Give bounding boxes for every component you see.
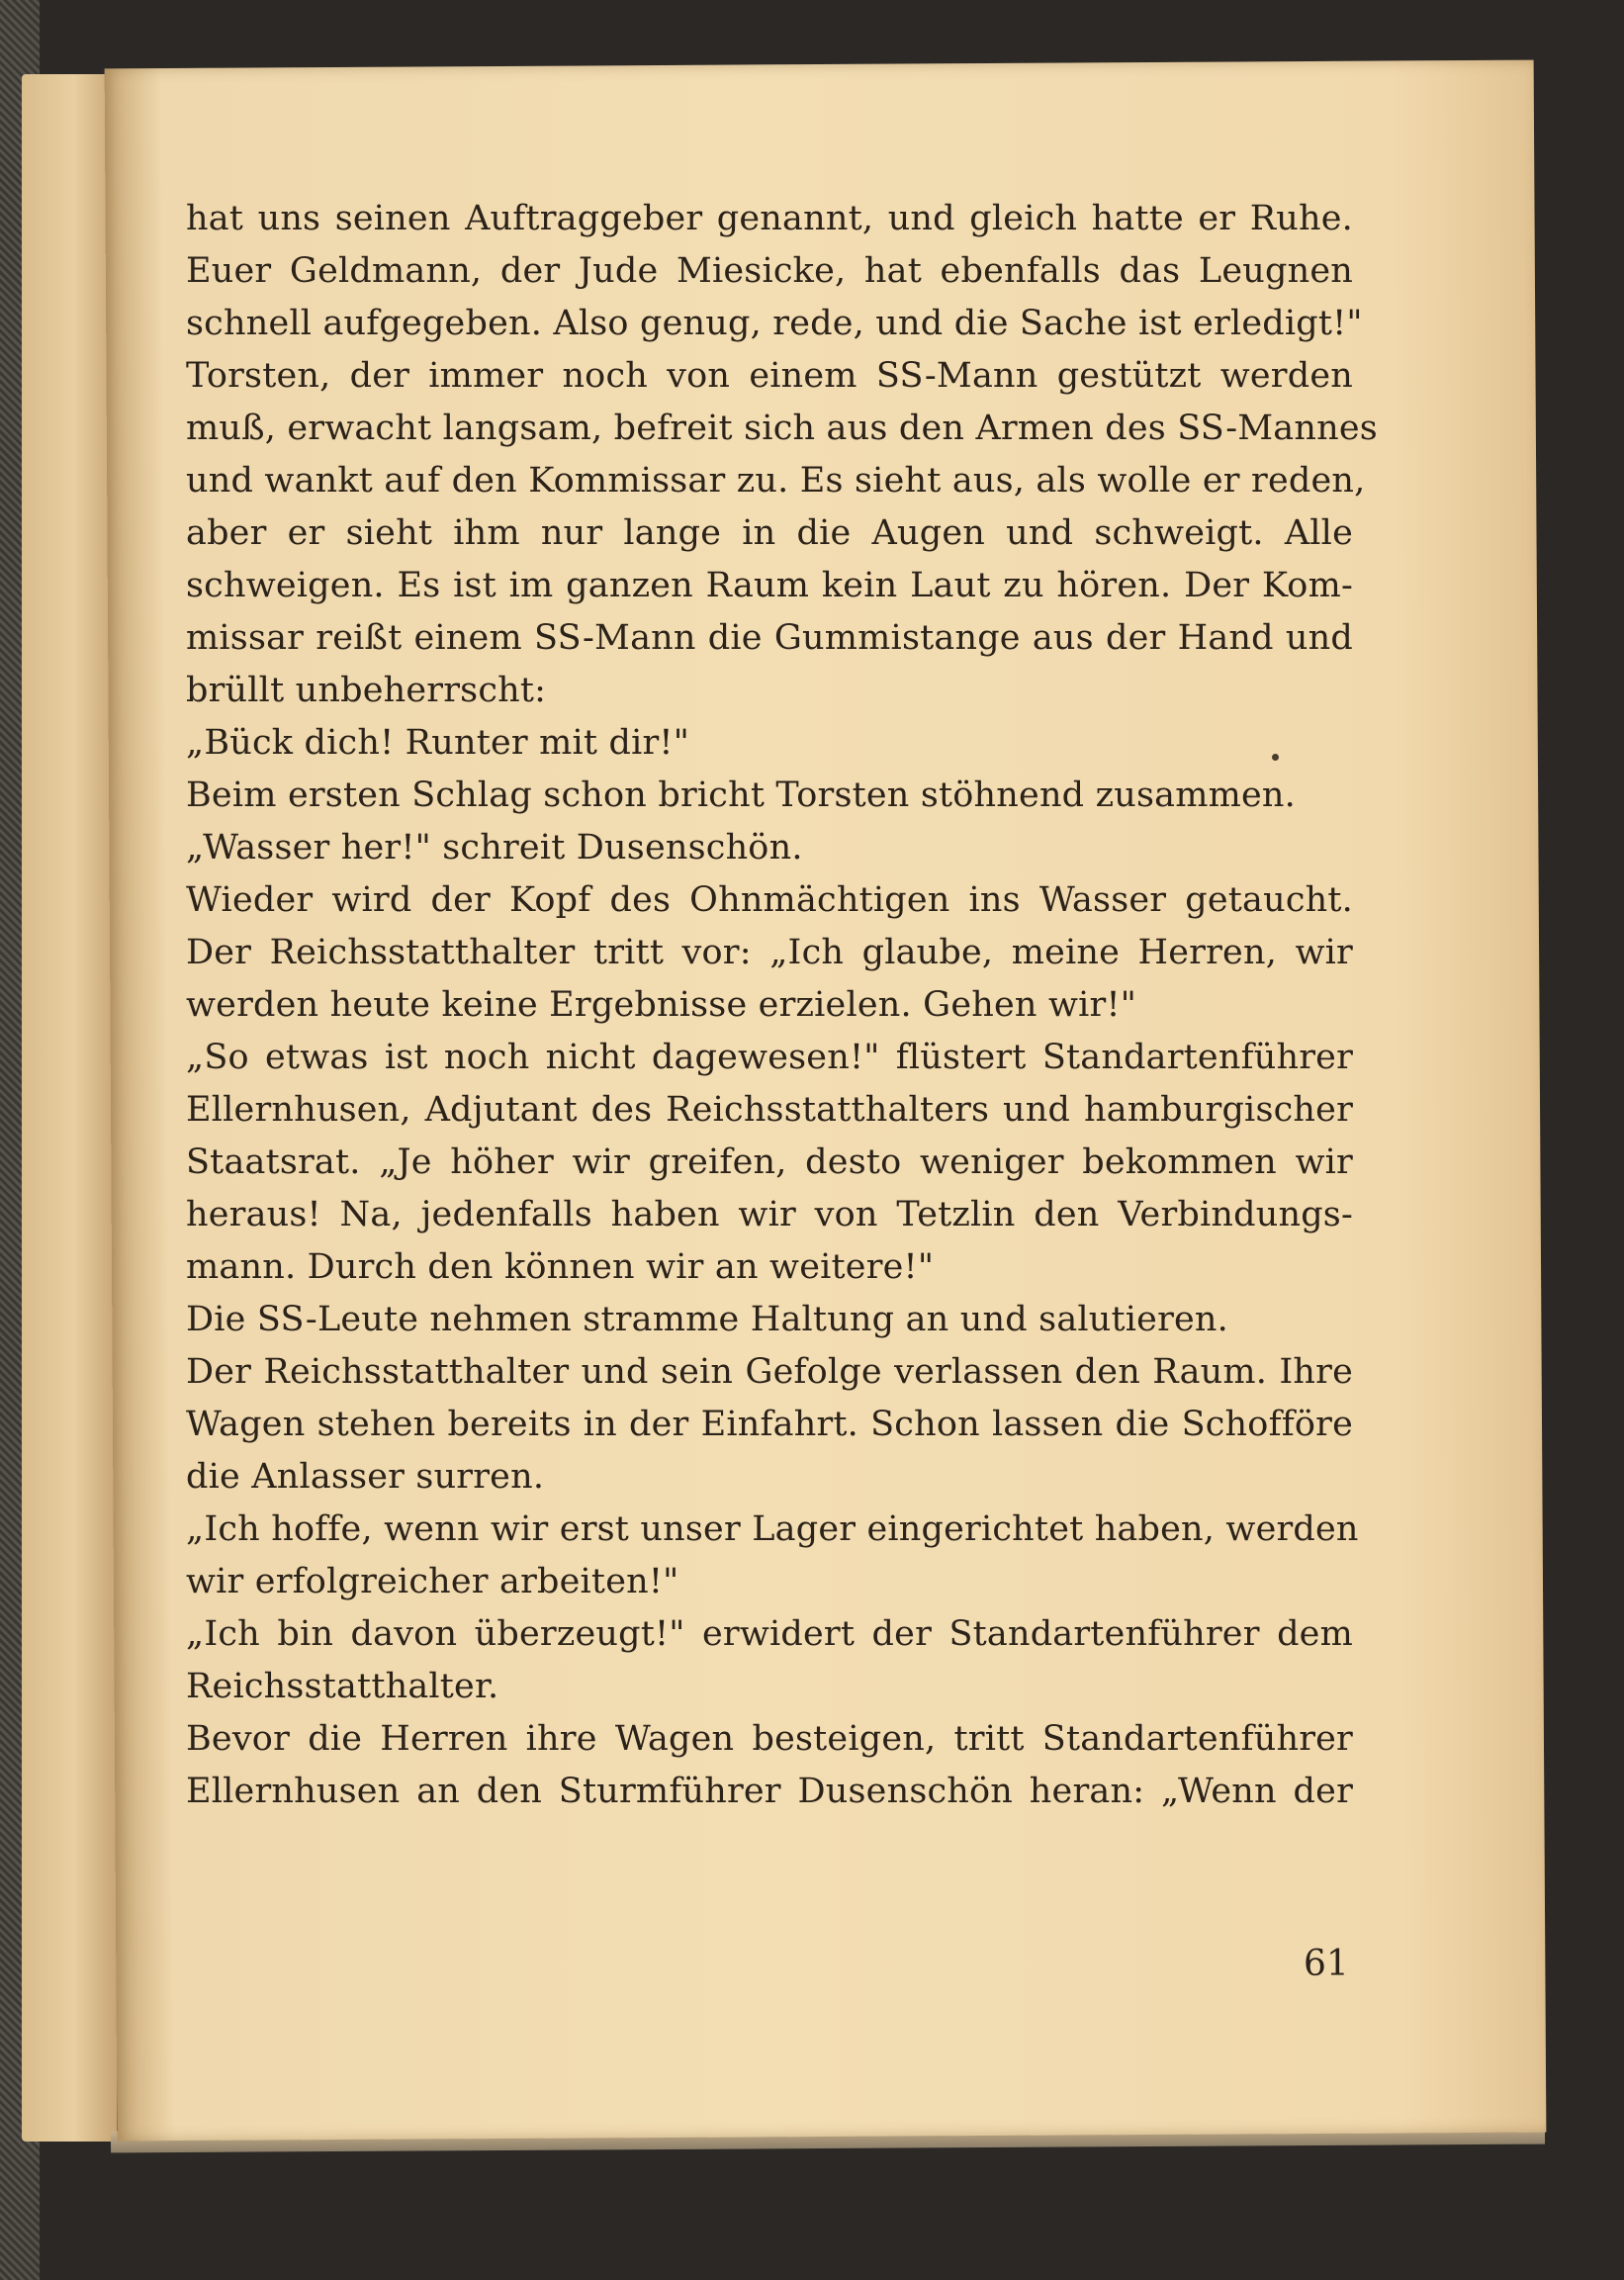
page-number: 61 <box>1304 1944 1349 1984</box>
text-line: Beim ersten Schlag schon bricht Torsten stöhnend zusammen. <box>186 775 1296 815</box>
left-page-edge <box>22 74 117 2142</box>
text-line: Der Reichsstatthalter tritt vor: „Ich glaube, meine Herren, wir <box>186 933 1353 972</box>
text-line: Euer Geldmann, der Jude Miesicke, hat ebenfalls das Leugnen <box>186 251 1353 291</box>
text-line: Torsten, der immer noch von einem SS-Mann gestützt werden <box>186 356 1353 396</box>
text-line: „Bück dich! Runter mit dir!" <box>186 723 689 763</box>
text-line: „Ich bin davon überzeugt!" erwidert der Standartenführer dem <box>186 1614 1353 1654</box>
text-line: Der Reichsstatthalter und sein Gefolge verlassen den Raum. Ihre <box>186 1352 1353 1392</box>
text-line: und wankt auf den Kommissar zu. Es sieht aus, als wolle er reden, <box>186 461 1366 501</box>
text-line: aber er sieht ihm nur lange in die Augen und schweigt. Alle <box>186 513 1353 553</box>
text-line: missar reißt einem SS-Mann die Gummistange aus der Hand und <box>186 618 1353 658</box>
text-line: Bevor die Herren ihre Wagen besteigen, tritt Standartenführer <box>186 1719 1353 1759</box>
text-line: werden heute keine Ergebnisse erzielen. Gehen wir!" <box>186 985 1137 1025</box>
text-line: „Ich hoffe, wenn wir erst unser Lager eingerichtet haben, werden <box>186 1509 1359 1549</box>
text-line: schnell aufgegeben. Also genug, rede, und die Sache ist erledigt!" <box>186 304 1363 343</box>
page-text <box>186 193 1378 1818</box>
text-line: Ellernhusen an den Sturmführer Dusenschön heran: „Wenn der <box>186 1772 1353 1811</box>
text-line: Ellernhusen, Adjutant des Reichsstatthalters und hamburgischer <box>186 1090 1353 1130</box>
text-line: Die SS-Leute nehmen stramme Haltung an und salutieren. <box>186 1300 1228 1339</box>
text-line: Reichsstatthalter. <box>186 1667 499 1706</box>
text-line: hat uns seinen Auftraggeber genannt, und gleich hatte er Ruhe. <box>186 199 1353 238</box>
text-line: schweigen. Es ist im ganzen Raum kein Laut zu hören. Der Kom- <box>186 566 1353 605</box>
text-line: wir erfolgreicher arbeiten!" <box>186 1562 679 1601</box>
text-line: Wagen stehen bereits in der Einfahrt. Schon lassen die Schofföre <box>186 1405 1353 1444</box>
text-line: mann. Durch den können wir an weitere!" <box>186 1247 935 1287</box>
text-line: „Wasser her!" schreit Dusenschön. <box>186 828 803 867</box>
text-line: brüllt unbeherrscht: <box>186 671 547 710</box>
text-line: „So etwas ist noch nicht dagewesen!" flüstert Standartenführer <box>186 1038 1353 1077</box>
text-line: heraus! Na, jedenfalls haben wir von Tetzlin den Verbindungs- <box>186 1195 1353 1234</box>
text-line: Wieder wird der Kopf des Ohnmächtigen ins Wasser getaucht. <box>186 880 1353 920</box>
text-line: muß, erwacht langsam, befreit sich aus den Armen des SS-Mannes <box>186 409 1378 448</box>
text-line: Staatsrat. „Je höher wir greifen, desto weniger bekommen wir <box>186 1142 1353 1182</box>
text-line: die Anlasser surren. <box>186 1457 545 1497</box>
